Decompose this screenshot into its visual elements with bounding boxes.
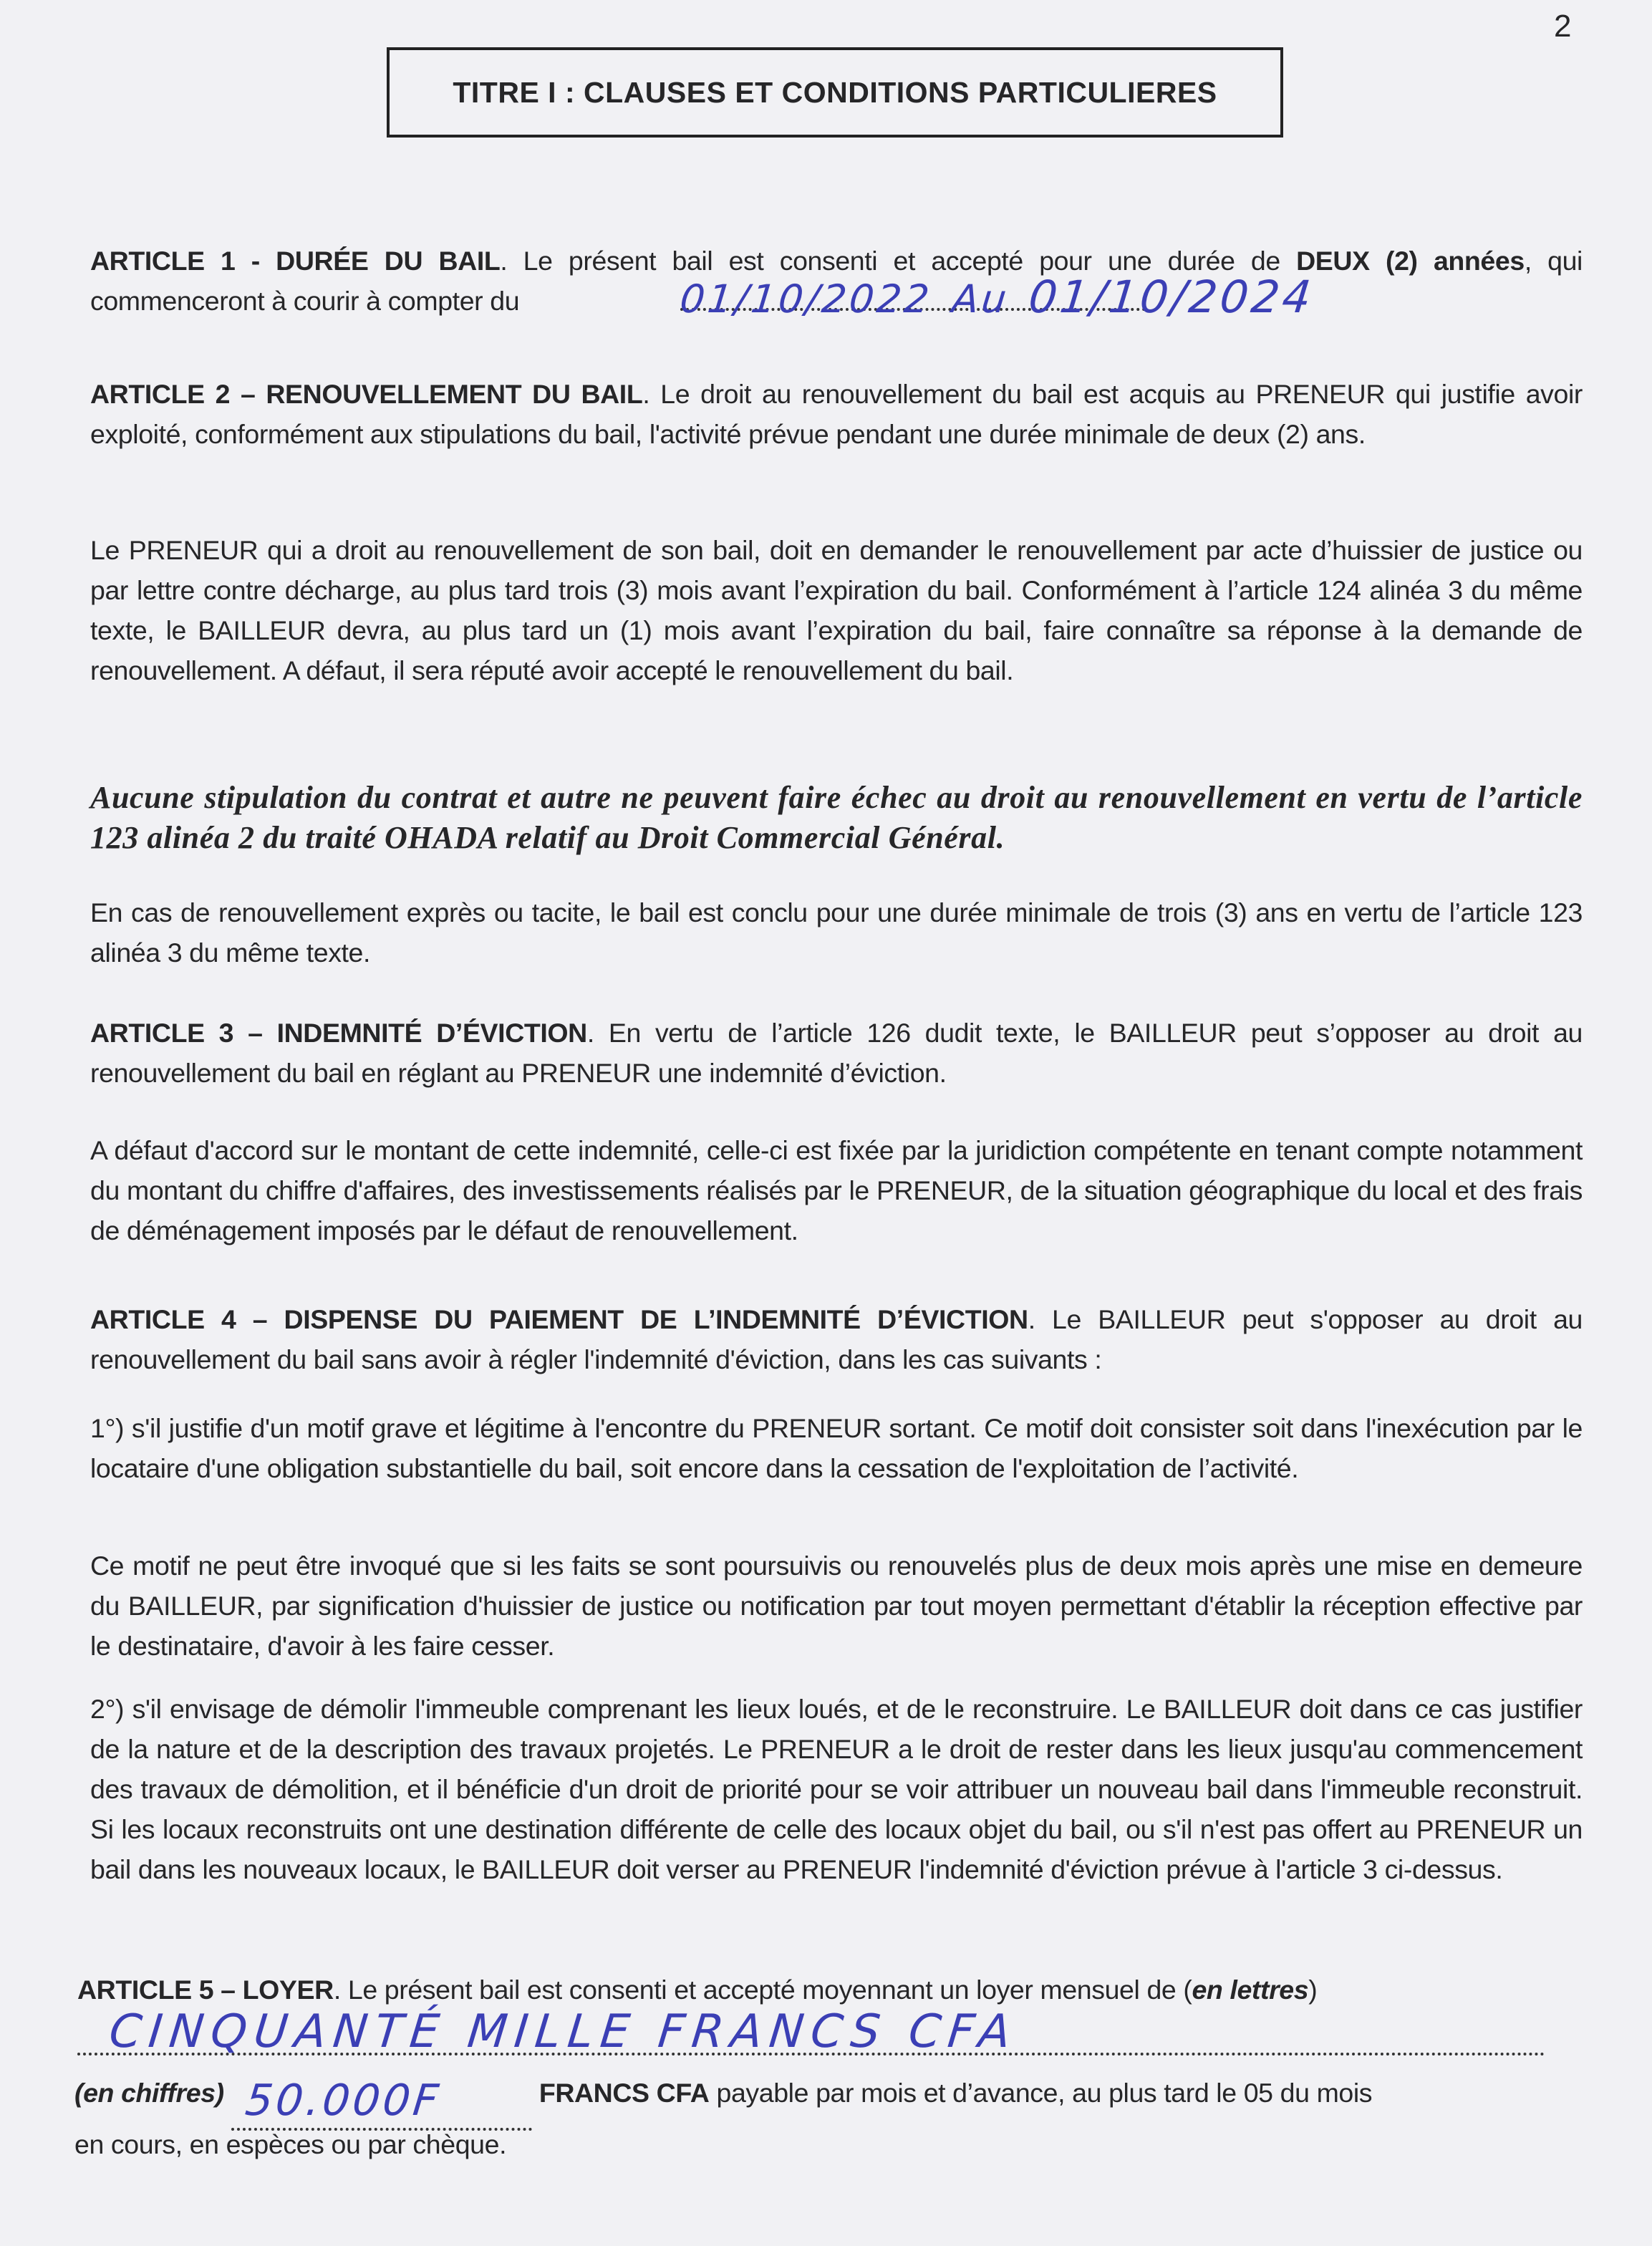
article-2-p2: Le PRENEUR qui a droit au renouvellement de son bail, doit en demander le renouvellement par acte d’huissier de justice ou par lettre contre décharge, au plus tard trois (3) mois avant l’expiration du bail. Conformément à l’article 124 alinéa 3 du même texte, le BAILLEUR devra, au plus tard un (1) mois avant l’expiration du bail, faire connaître sa réponse à la demande de renouvellement. A défaut, il sera réputé avoir accepté le renouvellement du bail. <box>90 535 1583 685</box>
handwritten-dates <box>677 271 1317 323</box>
article-3-p2: A défaut d'accord sur le montant de cette indemnité, celle-ci est fixée par la juridiction compétente en tenant compte notamment du montant du chiffre d'affaires, des investissements réalisés par le PRENEUR, de la situation géographique du local et des frais de déménagement imposés par le défaut de renouvellement. <box>90 1135 1583 1245</box>
page-number: 2 <box>1554 9 1572 44</box>
article-4-p3: Ce motif ne peut être invoqué que si les faits se sont poursuivis ou renouvelés plus de deux mois après une mise en demeure du BAILLEUR, par signification d'huissier de justice ou notification par tout moyen permettant d'établir la réception effective par le destinataire, d'avoir à les faire cesser. <box>90 1551 1583 1661</box>
handwritten-rent-amount: 50.000F <box>243 2076 443 2126</box>
article-2-heading: ARTICLE 2 – RENOUVELLEMENT DU BAIL <box>90 379 643 409</box>
article-5-text-c: en cours, en espèces ou par chèque. <box>74 2129 507 2159</box>
handwritten-end-date: 01/10/2024 <box>1026 271 1317 323</box>
rent-in-letters-line <box>77 2005 1545 2058</box>
document-title: TITRE I : CLAUSES ET CONDITIONS PARTICULIERES <box>453 75 1217 109</box>
article-1-text: . Le présent bail est consenti et accepté pour une durée de <box>500 246 1297 276</box>
en-lettres-label: en lettres <box>1192 1975 1309 2005</box>
currency-label: FRANCS CFA <box>538 2078 710 2108</box>
article-4-p4: 2°) s'il envisage de démolir l'immeuble comprenant les lieux loués, et de le reconstruire. Le BAILLEUR doit dans ce cas justifier de la nature et de la description des travaux projetés. Le PRENEUR a le droit de rester dans les lieux jusqu'au commencement des travaux de démolition, et il bénéficie d'un droit de priorité pour se voir attribuer un nouveau bail dans l'immeuble reconstruit. Si les locaux reconstruits ont une destination différente de celle des locaux objet du bail, ou s'il n'est pas offert au PRENEUR un bail dans les nouveaux locaux, le BAILLEUR doit verser au PRENEUR l'indemnité d'éviction prévue à l'article 3 ci-dessus. <box>90 1694 1583 1884</box>
article-1-duration: DEUX (2) années <box>1296 246 1525 276</box>
article-4 <box>90 1299 1583 1379</box>
article-5-text-b: payable par mois et d’avance, au plus tard le 05 du mois <box>709 2078 1373 2108</box>
handwritten-au: Au <box>950 276 1012 322</box>
article-1-text-b: , qui commenceront à courir à compter du <box>90 246 1583 316</box>
handwritten-start-date: 01/10/2022 <box>677 276 934 322</box>
article-2-p4: En cas de renouvellement exprès ou tacite, le bail est conclu pour une durée minimale de trois (3) ans en vertu de l’article 123 alinéa 3 du même texte. <box>90 897 1583 968</box>
en-chiffres-label: (en chiffres) <box>74 2078 224 2108</box>
article-3-p1: . En vertu de l’article 126 dudit texte, le BAILLEUR peut s’opposer au droit au renouvellement du bail en réglant au PRENEUR une indemnité d’éviction. <box>90 1018 1583 1088</box>
handwritten-rent-letters: CINQUANTÉ MILLE FRANCS CFA <box>107 2005 1020 2058</box>
article-4-p1: . Le BAILLEUR peut s'opposer au droit au renouvellement du bail sans avoir à régler l'indemnité d'éviction, dans les cas suivants : <box>90 1304 1583 1374</box>
article-1-heading: ARTICLE 1 - DURÉE DU BAIL <box>90 246 501 276</box>
article-2 <box>90 374 1583 454</box>
article-2-p1: . Le droit au renouvellement du bail est acquis au PRENEUR qui justifie avoir exploité, conformément aux stipulations du bail, l'activité prévue pendant une durée minimale de deux (2) ans. <box>90 379 1583 449</box>
article-3 <box>90 1013 1583 1093</box>
article-5-line-2 <box>74 2073 1567 2126</box>
title-box <box>387 47 1283 138</box>
article-5-paren: ) <box>1308 1975 1318 2005</box>
article-4-p2: 1°) s'il justifie d'un motif grave et légitime à l'encontre du PRENEUR sortant. Ce motif doit consister soit dans l'inexécution par le locataire d'une obligation substantielle du bail, soit encore dans la cessation de l'exploitation de l’activité. <box>90 1413 1583 1483</box>
article-3-heading: ARTICLE 3 – INDEMNITÉ D’ÉVICTION <box>90 1018 587 1048</box>
article-2-italic-clause: Aucune stipulation du contrat et autre ne peuvent faire échec au droit au renouvellement en vertu de l’article 123 alinéa 2 du traité OHADA relatif au Droit Commercial Général. <box>90 780 1583 855</box>
article-5-text: . Le présent bail est consenti et accepté moyennant un loyer mensuel de ( <box>333 1975 1192 2005</box>
article-5 <box>77 1970 1570 2010</box>
article-5-heading: ARTICLE 5 – LOYER <box>77 1975 334 2005</box>
article-4-heading: ARTICLE 4 – DISPENSE DU PAIEMENT DE L’INDEMNITÉ D’ÉVICTION <box>90 1304 1028 1334</box>
